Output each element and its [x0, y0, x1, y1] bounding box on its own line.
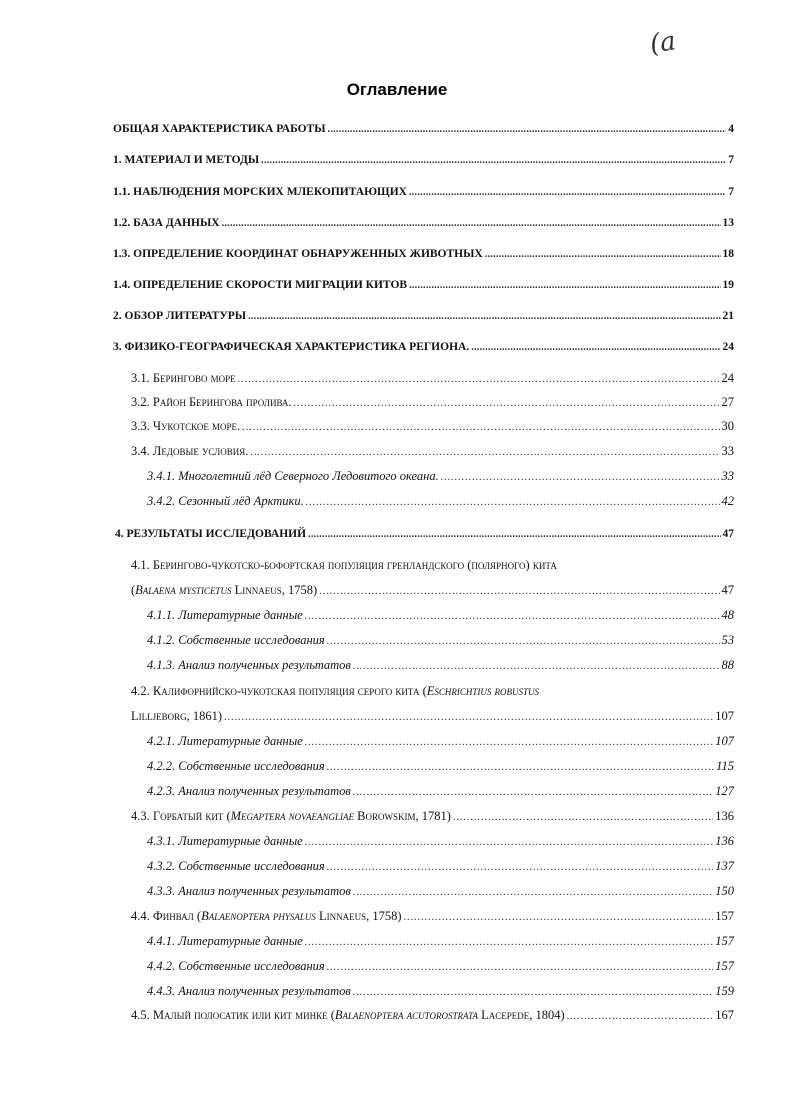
toc-entry-page: 30 — [721, 419, 734, 433]
toc-entry-page: 157 — [715, 909, 734, 923]
species-name: Eschrichtius robustus — [426, 684, 540, 698]
toc-entry-page: 88 — [721, 658, 734, 672]
handwritten-note: (a — [648, 26, 678, 60]
toc-entry — [131, 683, 734, 699]
toc-entry-label: 4.2.2. Собственные исследования — [147, 759, 325, 773]
toc-entry — [147, 933, 734, 951]
toc-entry — [131, 808, 734, 826]
toc-entry — [115, 526, 734, 543]
toc-entry-label: 2. ОБЗОР ЛИТЕРАТУРЫ — [113, 310, 247, 322]
toc-entry — [113, 308, 734, 325]
toc-entry-page: 24 — [721, 371, 734, 385]
toc-entry — [131, 708, 734, 726]
toc-entry-label: 4.1.3. Анализ полученных результатов — [147, 658, 351, 672]
toc-entry — [113, 184, 734, 201]
toc-entry-page: 42 — [721, 494, 734, 508]
toc-entry-page: 150 — [715, 884, 734, 898]
toc-entry-label: 3.4.2. Сезонный лёд Арктики. — [147, 494, 304, 508]
toc-entry-label: 4.1.2. Собственные исследования — [147, 633, 325, 647]
species-name: Balaenoptera acutorostrata — [334, 1008, 478, 1022]
toc-entry-page: 115 — [716, 759, 734, 773]
toc-entry — [147, 758, 734, 776]
toc-entry-label: 4.4. Финвал (Balaenoptera physalus Linnaeus, 1758) — [131, 909, 402, 923]
toc-entry-page: 33 — [721, 469, 734, 483]
toc-entry-page: 107 — [715, 734, 734, 748]
toc-entry-label: 3.3. Чукотское море. — [131, 419, 241, 433]
toc-entry-page: 48 — [721, 608, 734, 622]
species-name: Balaenoptera physalus — [201, 909, 316, 923]
toc-entry-label: 4.3. Горбатый кит (Megaptera novaeangliae Borowskim, 1781) — [131, 809, 451, 823]
toc-entry-label: 4.4.2. Собственные исследования — [147, 959, 325, 973]
toc-entry-page: 137 — [715, 859, 734, 873]
toc-entry-page: 13 — [722, 217, 734, 229]
toc-entry — [131, 443, 734, 461]
toc-entry — [113, 246, 734, 263]
toc-entry — [147, 468, 734, 486]
toc-entry-label: 4.2.3. Анализ полученных результатов — [147, 784, 351, 798]
toc-entry-page: 167 — [715, 1008, 734, 1022]
toc-entry-page: 157 — [715, 934, 734, 948]
toc-entry-label: 1.4. ОПРЕДЕЛЕНИЕ СКОРОСТИ МИГРАЦИИ КИТОВ — [113, 279, 408, 291]
species-name: Megaptera novaeangliae — [230, 809, 354, 823]
toc-entry-label: 4.2. Калифорнийско-чукотская популяция серого кита (Eschrichtius robustus — [131, 684, 540, 698]
toc-entry — [147, 833, 734, 851]
toc-entry-page: 7 — [728, 186, 734, 198]
toc-entry — [113, 277, 734, 294]
toc-entry-label: 4.5. Малый полосатик или кит минке (Balaenoptera acutorostrata Lacepede, 1804) — [131, 1008, 565, 1022]
toc-entry-label: 3.2. Район Берингова пролива. — [131, 395, 292, 409]
toc-entry — [147, 632, 734, 650]
toc-entry — [113, 121, 734, 138]
toc-entry-label: 4.1. Берингово-чукотско-бофортская популяция гренландского (полярного) кита — [131, 558, 557, 572]
toc-entry-page: 136 — [715, 809, 734, 823]
toc-entry — [113, 152, 734, 169]
toc-entry-label: 4.4.1. Литературные данные — [147, 934, 303, 948]
toc-entry-label: (Balaena mysticetus Linnaeus, 1758) — [131, 583, 318, 597]
toc-entry-page: 24 — [722, 341, 734, 353]
toc-entry-label: 4.1.1. Литературные данные — [147, 608, 303, 622]
toc-entry-label: 1.2. БАЗА ДАННЫХ — [113, 217, 220, 229]
toc-entry — [147, 958, 734, 976]
toc-entry — [113, 215, 734, 232]
toc-entry-page: 4 — [728, 123, 734, 135]
toc-entry — [147, 883, 734, 901]
toc-entry-label: Lilljeborg, 1861) — [131, 709, 223, 723]
toc-entry-page: 19 — [722, 279, 734, 291]
toc-entry-label: 3.4. Ледовые условия. — [131, 444, 249, 458]
toc-entry-label: 1.3. ОПРЕДЕЛЕНИЕ КООРДИНАТ ОБНАРУЖЕННЫХ ЖИВОТНЫХ — [113, 248, 483, 260]
toc-entry — [131, 908, 734, 926]
toc-entry-page: 159 — [715, 984, 734, 998]
toc-entry-page: 47 — [722, 528, 734, 540]
toc-entry-label: 4.3.1. Литературные данные — [147, 834, 303, 848]
toc-entry-page: 157 — [715, 959, 734, 973]
toc-entry-page: 21 — [722, 310, 734, 322]
toc-entry — [147, 858, 734, 876]
toc-entry — [147, 733, 734, 751]
toc-entry-page: 18 — [722, 248, 734, 260]
toc-entry-page: 136 — [715, 834, 734, 848]
toc-entry-label: 4. РЕЗУЛЬТАТЫ ИССЛЕДОВАНИЙ — [115, 528, 307, 540]
toc-entry — [131, 370, 734, 388]
toc-entry — [147, 783, 734, 801]
toc-entry-label: 4.3.3. Анализ полученных результатов — [147, 884, 351, 898]
toc-entry-page: 27 — [721, 395, 734, 409]
page-title: Оглавление — [346, 80, 448, 99]
toc-entry — [147, 607, 734, 625]
toc-entry — [113, 339, 734, 356]
toc-entry-label: 4.2.1. Литературные данные — [147, 734, 303, 748]
toc-entry-label: 1.1. НАБЛЮДЕНИЯ МОРСКИХ МЛЕКОПИТАЮЩИХ — [113, 186, 407, 198]
toc-entry-page: 7 — [728, 154, 734, 166]
toc-entry — [131, 1007, 734, 1025]
toc-entry-page: 47 — [721, 583, 734, 597]
toc-entry-label: 4.3.2. Собственные исследования — [147, 859, 325, 873]
toc-entry-label: ОБЩАЯ ХАРАКТЕРИСТИКА РАБОТЫ — [113, 123, 326, 135]
toc-entry-page: 53 — [721, 633, 734, 647]
toc-entry-label: 4.4.3. Анализ полученных результатов — [147, 984, 351, 998]
toc-entry-label: 3. ФИЗИКО-ГЕОГРАФИЧЕСКАЯ ХАРАКТЕРИСТИКА РЕГИОНА. — [113, 341, 470, 353]
toc-entry — [147, 493, 734, 511]
species-name: Balaena mysticetus — [135, 583, 232, 597]
toc-entry — [131, 582, 734, 600]
toc-entry-label: 1. МАТЕРИАЛ И МЕТОДЫ — [113, 154, 260, 166]
toc-entry — [131, 418, 734, 436]
toc-entry-label: 3.4.1. Многолетний лёд Северного Ледовитого океана. — [147, 469, 439, 483]
toc-entry — [147, 983, 734, 1001]
toc-entry — [147, 657, 734, 675]
toc-entry — [131, 394, 734, 412]
toc-entry-page: 127 — [715, 784, 734, 798]
toc-entry-page: 33 — [721, 444, 734, 458]
toc-entry-label: 3.1. Берингово море — [131, 371, 236, 385]
toc-entry — [131, 557, 734, 573]
toc-entry-page: 107 — [715, 709, 734, 723]
